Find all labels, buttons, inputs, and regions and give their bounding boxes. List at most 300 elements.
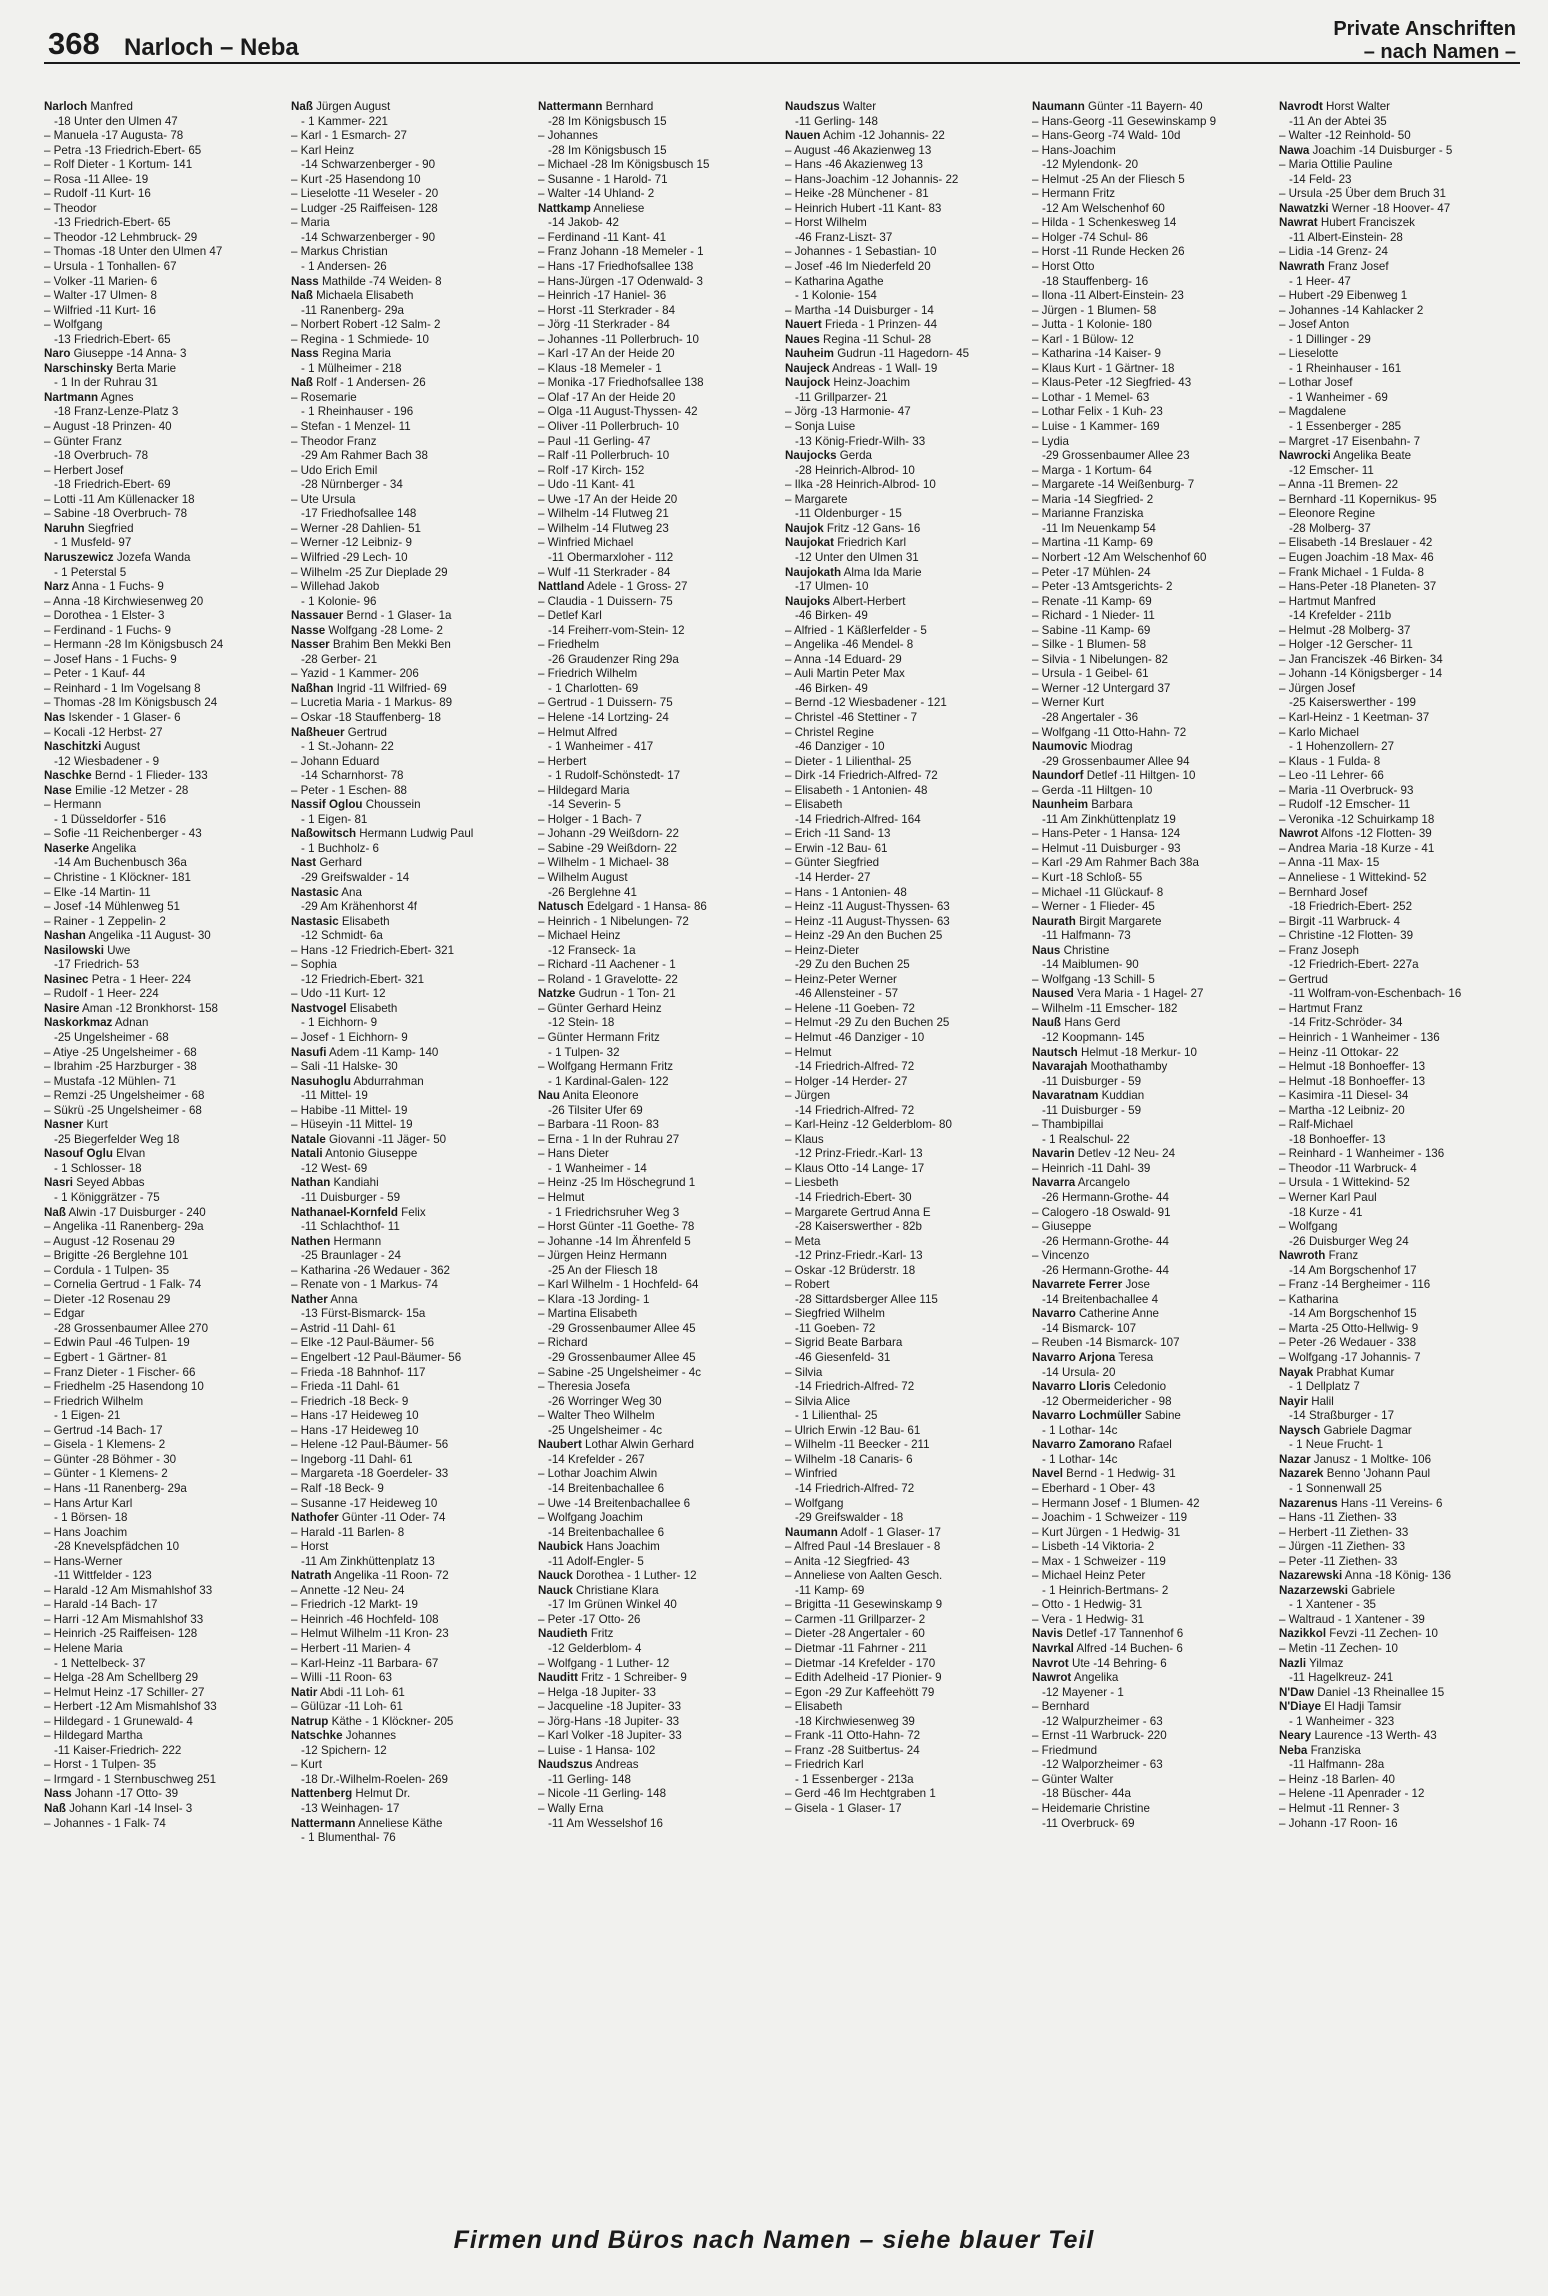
directory-entry [44,1118,285,1147]
entry-line: - 1 Königgrätzer - 75 [54,1191,160,1205]
entry-line: – Wilfried -11 Kurt- 16 [44,303,156,317]
entry-line: -18 Franz-Lenze-Platz 3 [54,405,179,419]
entry-line: – Andrea Maria -18 Kurze - 41 [1279,841,1435,855]
entry-line: -14 Severin- 5 [548,798,621,812]
entry-line: – Klara -13 Jording- 1 [538,1292,650,1306]
entry-line: -18 Dr.-Wilhelm-Roelen- 269 [301,1772,448,1786]
directory-entry [785,595,1026,1526]
entry-line: – Hermann -28 Im Königsbusch 24 [44,638,224,652]
entry-line: – Lothar Felix - 1 Kuh- 23 [1032,405,1163,419]
entry-first-line [291,1147,532,1162]
directory-entry [291,1715,532,1730]
directory-entry [785,536,1026,565]
entry-line: – Luise - 1 Hansa- 102 [538,1743,656,1757]
entry-line: – Karl-Heinz - 1 Keetman- 37 [1279,710,1430,724]
entry-line: – Helmut [785,1045,832,1059]
surname: Nawrot [1032,1671,1072,1685]
entry-text: Moothathamby [1087,1060,1168,1074]
entry-line: -12 Schmidt- 6a [301,929,383,943]
surname: Nayir [1279,1394,1309,1408]
entry-text: Gabriele Dagmar [1320,1423,1412,1437]
entry-line: – Karl -29 Am Rahmer Bach 38a [1032,856,1199,870]
entry-line: – Katharina [1279,1292,1339,1306]
surname: Navarro Lloris [1032,1380,1111,1394]
surname: Nautsch [1032,1045,1078,1059]
surname: Navrot [1032,1656,1069,1670]
directory-entry [44,1802,285,1831]
directory-entry [785,129,1026,318]
entry-line: - 1 Essenberger - 285 [1289,420,1402,434]
entry-line: -12 Walpurzheimer - 63 [1042,1714,1163,1728]
directory-entry [291,1046,532,1075]
entry-line: – Ursula -25 Über dem Bruch 31 [1279,187,1446,201]
entry-first-line [291,275,532,290]
directory-entry [291,1147,532,1176]
entry-line: -18 Friedrich-Ebert- 252 [1289,900,1413,914]
entry-first-line [1032,1278,1273,1293]
entry-line: - 1 St.-Johann- 22 [301,740,394,754]
entry-line: – Horst Wilhelm [785,216,867,230]
entry-line: -11 Overbruck- 69 [1042,1816,1135,1830]
entry-line: – Helmut -11 Duisburger - 93 [1032,841,1181,855]
entry-line: – Sigrid Beate Barbara [785,1336,903,1350]
entry-line: – Detlef Karl [538,609,602,623]
entry-line: – Johannes - 1 Sebastian- 10 [785,245,937,259]
entry-line: – Leo -11 Lehrer- 66 [1279,769,1384,783]
entry-text: Anneliese Käthe [355,1816,443,1830]
entry-text: Ingrid -11 Wilfried- 69 [333,681,447,695]
entry-text: Jozefa Wanda [113,550,191,564]
entry-line: – Franz -14 Bergheimer - 116 [1279,1278,1431,1292]
entry-line: – Lothar Joachim Alwin [538,1467,658,1481]
entry-line: – Horst - 1 Tulpen- 35 [44,1758,157,1772]
entry-line: – Helmut -28 Molberg- 37 [1279,623,1411,637]
entry-line: -14 Ursula- 20 [1042,1365,1116,1379]
entry-line: – Günter Siegfried [785,856,880,870]
entry-line: – Dietmar -14 Krefelder - 170 [785,1656,936,1670]
entry-line: – Heinrich -25 Raiffeisen- 128 [44,1627,198,1641]
entry-first-line [785,100,1026,115]
entry-line: – Silvia [785,1365,823,1379]
entry-line: – Johann Eduard [291,754,380,768]
surname: Nauditt [538,1671,578,1685]
entry-line: – Rolf -17 Kirch- 152 [538,463,645,477]
entry-first-line [291,1729,532,1744]
directory-entry [291,609,532,624]
entry-first-line [44,551,285,566]
entry-line: – Klaus - 1 Fulda- 8 [1279,754,1381,768]
entry-line: – Edwin Paul -46 Tulpen- 19 [44,1336,190,1350]
surname: Nawatzki [1279,201,1329,215]
entry-first-line [44,973,285,988]
surname: Natrup [291,1714,329,1728]
directory-entry [1279,100,1520,144]
surname: N'Diaye [1279,1700,1322,1714]
entry-line: – Heinrich - 1 Wanheimer - 136 [1279,1031,1440,1044]
surname: Naues [785,332,820,346]
entry-line: - 1 Düsseldorfer - 516 [54,812,167,826]
entry-line: – Franz Dieter - 1 Fischer- 66 [44,1365,196,1379]
entry-first-line [1279,1467,1520,1482]
surname: Natir [291,1685,318,1699]
entry-first-line [1279,1686,1520,1701]
entry-line: – Renate -11 Kamp- 69 [1032,594,1152,608]
entry-line: -13 Weinhagen- 17 [301,1801,400,1815]
entry-line: – Helene -14 Lortzing- 24 [538,710,669,724]
entry-first-line [44,1802,285,1817]
entry-line: – Manuela -17 Augusta- 78 [44,129,184,143]
entry-first-line [538,1671,779,1686]
entry-first-line [1032,798,1273,813]
entry-first-line [44,1016,285,1031]
entry-text: Janusz - 1 Moltke- 106 [1310,1452,1432,1466]
entry-line: – Helene Maria [44,1641,123,1655]
entry-line: -14 Herder- 27 [795,870,871,884]
entry-line: – Wolfgang [785,1496,844,1510]
surname: Nathofer [291,1511,339,1525]
surname: Nauert [785,318,822,332]
entry-first-line [785,449,1026,464]
surname: Nasse [291,623,326,637]
entry-line: – Renate von - 1 Markus- 74 [291,1278,438,1292]
surname: Naunheim [1032,798,1089,812]
entry-line: – Herbert [538,754,587,768]
entry-text: Iskender - 1 Glaser- 6 [65,710,181,724]
entry-text: Barbara [1088,798,1133,812]
entry-first-line [291,827,532,842]
entry-text: Catherine Anne [1075,1307,1159,1321]
surname: Nawrath [1279,260,1325,274]
entry-first-line [1032,1351,1273,1366]
entry-line: -14 Friedrich-Alfred- 72 [795,1060,915,1074]
directory-entry [44,973,285,1002]
entry-line: -12 Friedrich-Ebert- 227a [1289,958,1419,972]
entry-line: – Waltraud - 1 Xantener - 39 [1279,1612,1425,1626]
entry-line: – Willi -11 Roon- 63 [291,1671,392,1685]
entry-line: -26 Worringer Weg 30 [548,1394,662,1408]
directory-columns [44,100,1520,2220]
entry-line: -13 Friedrich-Ebert- 65 [54,216,171,230]
entry-line: – Markus Christian [291,245,388,259]
directory-entry [44,944,285,973]
entry-line: – Hans - 1 Antonien- 48 [785,885,907,899]
entry-line: - 1 Eichhorn- 9 [301,1016,378,1030]
entry-first-line [44,1787,285,1802]
entry-line: – Josef Hans - 1 Fuchs- 9 [44,652,177,666]
directory-entry [538,202,779,580]
entry-line: – Günter Gerhard Heinz [538,1001,662,1015]
entry-line: - 1 Lothar- 14c [1042,1423,1118,1437]
entry-line: – Irmgard - 1 Sternbuschweg 251 [44,1772,217,1786]
entry-first-line [1032,100,1273,115]
surname: Navaratnam [1032,1089,1099,1103]
entry-line: - 1 Eigen- 21 [54,1409,121,1423]
entry-line: – Hermann [44,798,102,812]
entry-text: Kuddian [1098,1089,1145,1103]
entry-line: – Elisabeth -14 Breslauer - 42 [1279,536,1433,550]
entry-line: – Wolfgang Joachim [538,1511,643,1525]
entry-line: – Norbert Robert -12 Salm- 2 [291,318,441,332]
entry-text: Joachim -14 Duisburger - 5 [1309,143,1453,157]
entry-first-line [291,1787,532,1802]
name-range: Narloch – Neba [124,34,299,61]
surname: Nattland [538,580,585,594]
entry-line: -28 Sittardsberger Allee 115 [795,1292,938,1306]
entry-line: – Walter Theo Wilhelm [538,1409,655,1423]
directory-entry [1279,1395,1520,1424]
entry-line: – Wilhelm -11 Emscher- 182 [1032,1001,1178,1015]
entry-line: – Karl Heinz [291,143,355,157]
surname: Naujoks [785,594,831,608]
surname: Nauck [538,1583,573,1597]
entry-text: Edelgard - 1 Hansa- 86 [583,900,707,914]
entry-line: – Hans-Joachim -12 Johannis- 22 [785,172,959,186]
surname: Nass [44,1787,72,1801]
entry-first-line [785,1526,1026,1541]
entry-line: – Magdalene [1279,405,1347,419]
entry-line: – Wally Erna [538,1801,604,1815]
entry-line: – Werner -12 Untergard 37 [1032,681,1171,695]
entry-line: - 1 Kammer- 221 [301,114,388,128]
entry-line: – Veronika -12 Schuirkamp 18 [1279,812,1435,826]
section-title-line2: – nach Namen – [1363,41,1516,63]
entry-first-line [44,711,285,726]
entry-first-line [291,1686,532,1701]
entry-text: Alfred -14 Buchen- 6 [1073,1641,1183,1655]
entry-text: Alfons -12 Flotten- 39 [1318,827,1432,841]
entry-line: – Marianne Franziska [1032,507,1144,521]
entry-line: – Gertrud -14 Bach- 17 [44,1423,163,1437]
entry-text: Bernd - 1 Hedwig- 31 [1062,1467,1176,1481]
entry-first-line [1032,944,1273,959]
entry-line: – Astrid -11 Dahl- 61 [291,1321,396,1335]
entry-line: – Frank Michael - 1 Fulda- 8 [1279,565,1424,579]
entry-line: – Werner -28 Dahlien- 51 [291,521,421,535]
entry-text: Christiane Klara [572,1583,659,1597]
directory-entry [1279,449,1520,827]
entry-text: Franz [1325,1249,1359,1263]
surname: Nawa [1279,143,1310,157]
entry-line: – Susanne - 1 Harold- 71 [538,172,668,186]
entry-line: – Rudolf -11 Kurt- 16 [44,187,151,201]
directory-entry [1279,144,1520,202]
surname: Navel [1032,1467,1063,1481]
entry-first-line [291,1569,532,1584]
entry-line: -12 Stein- 18 [548,1016,615,1030]
entry-text: Hermann [330,1234,382,1248]
entry-line: – Lieselotte [1279,347,1339,361]
entry-line: – Franz Joseph [1279,943,1359,957]
surname: Naßheuer [291,725,345,739]
entry-text: Kurt [83,1118,108,1132]
entry-line: – Lisbeth -14 Viktoria- 2 [1032,1540,1155,1554]
entry-line: -26 Hermann-Grothe- 44 [1042,1234,1169,1248]
surname: Navis [1032,1627,1063,1641]
entry-text: Angelika [89,841,137,855]
entry-first-line [1279,1729,1520,1744]
entry-first-line [291,624,532,639]
entry-line: - 1 Rheinhauser - 161 [1289,361,1402,375]
entry-line: - 1 Nettelbeck- 37 [54,1656,146,1670]
entry-line: -29 Grossenbaumer Allee 94 [1042,754,1190,768]
entry-line: – Jürgen Josef [1279,681,1356,695]
entry-line: -25 Kaiserswerther - 199 [1289,696,1416,710]
directory-entry [291,1293,532,1511]
entry-text: Yilmaz [1306,1656,1344,1670]
entry-line: -26 Tilsiter Ufer 69 [548,1103,643,1117]
entry-line: – Reinhard - 1 Im Vogelsang 8 [44,681,201,695]
surname: Nauß [1032,1016,1061,1030]
entry-text: Angelika [1071,1671,1119,1685]
entry-line: -12 Mylendonk- 20 [1042,158,1139,172]
entry-first-line [538,202,779,217]
entry-text: Emilie -12 Metzer - 28 [71,783,189,797]
entry-line: – Sabine -29 Weißdorn- 22 [538,841,677,855]
entry-text: Fritz [587,1627,614,1641]
directory-entry [1032,1060,1273,1089]
entry-line: – Hilda - 1 Schenkesweg 14 [1032,216,1177,230]
entry-line: – Elke -14 Martin- 11 [44,885,151,899]
entry-line: -11 Duisburger - 59 [1042,1103,1142,1117]
directory-entry [291,726,532,799]
entry-line: – Karlo Michael [1279,725,1359,739]
entry-line: -14 Straßburger - 17 [1289,1409,1395,1423]
directory-entry [538,1671,779,1758]
entry-line: – Bernhard [1032,1700,1090,1714]
entry-line: -12 Prinz-Friedr.-Karl- 13 [795,1147,923,1161]
entry-text: Käthe - 1 Klöckner- 205 [328,1714,454,1728]
entry-text: Uwe [103,943,131,957]
surname: Nattermann [538,100,603,113]
entry-text: Gerda [836,449,873,463]
entry-first-line [1279,216,1520,231]
directory-entry [1032,100,1273,740]
entry-line: -17 Im Grünen Winkel 40 [548,1598,677,1612]
directory-entry [44,711,285,740]
surname: Navarro Zamorano [1032,1438,1136,1452]
directory-entry [291,827,532,856]
entry-line: – Angelika -11 Ranenberg- 29a [44,1220,204,1234]
entry-line: – Johann -29 Weißdorn- 22 [538,827,679,841]
entry-first-line [785,129,1026,144]
entry-line: – Vera - 1 Hedwig- 31 [1032,1612,1145,1626]
surname: Naß [44,1205,66,1219]
directory-entry [538,1569,779,1584]
entry-line: – Ute Ursula [291,492,356,506]
entry-line: – Bernd -12 Wiesbadener - 121 [785,696,947,710]
entry-line: – Uwe -17 An der Heide 20 [538,492,678,506]
entry-first-line [1279,1497,1520,1512]
entry-line: -18 Unter den Ulmen 47 [54,114,178,128]
entry-line: – Kasimira -11 Diesel- 34 [1279,1089,1409,1103]
entry-line: – Auli Martin Peter Max [785,667,905,681]
directory-entry [291,347,532,376]
surname: Nasilowski [44,943,104,957]
entry-line: – Friedrich -18 Beck- 9 [291,1394,409,1408]
entry-line: - 1 Essenberger - 213a [795,1772,914,1786]
entry-line: – Ilka -28 Heinrich-Albrod- 10 [785,478,936,492]
directory-entry [1032,1046,1273,1061]
entry-text: Johann -17 Otto- 39 [71,1787,179,1801]
entry-line: – Remzi -25 Ungelsheimer - 68 [44,1089,205,1103]
surname: Naujeck [785,361,830,375]
directory-entry [538,1540,779,1569]
entry-line: – Rosa -11 Allee- 19 [44,172,149,186]
surname: Naruhn [44,521,85,535]
surname: Natale [291,1132,326,1146]
entry-line: – Anna -11 Bremen- 22 [1279,478,1399,492]
entry-line: – Hans -46 Akazienweg 13 [785,158,923,172]
entry-line: – Uwe -14 Breitenbachallee 6 [538,1496,691,1510]
entry-line: – Richard [538,1336,588,1350]
directory-entry [785,333,1026,348]
entry-first-line [1279,260,1520,275]
entry-line: - 1 Kardinal-Galen- 122 [548,1074,669,1088]
entry-line: -11 Goeben- 72 [795,1321,876,1335]
entry-line: – Thomas -18 Unter den Ulmen 47 [44,245,223,259]
entry-line: – Marta -25 Otto-Hellwig- 9 [1279,1321,1419,1335]
entry-line: – Harald -14 Bach- 17 [44,1598,158,1612]
entry-line: – Rudolf - 1 Heer- 224 [44,987,159,1001]
entry-text: Laurence -13 Werth- 43 [1311,1729,1437,1743]
entry-line: – Maria -14 Siegfried- 2 [1032,492,1154,506]
surname: Nattenberg [291,1787,353,1801]
entry-line: -28 Knevelspfädchen 10 [54,1540,180,1554]
entry-line: – Horst -11 Sterkrader - 84 [538,303,676,317]
surname: Natali [291,1147,323,1161]
directory-entry [291,1511,532,1569]
footer-note: Firmen und Büros nach Namen – siehe blauer Teil [453,2226,1095,2254]
entry-line: -25 Biegerfelder Weg 18 [54,1132,180,1146]
entry-line: – Lidia -14 Grenz- 24 [1279,245,1388,259]
entry-line: - 1 Hohenzollern- 27 [1289,740,1395,754]
entry-line: -17 Friedrich- 53 [54,958,140,972]
directory-entry [1032,1627,1273,1642]
directory-entry [291,1569,532,1685]
entry-first-line [1279,1657,1520,1672]
entry-line: – Sofie -11 Reichenberger - 43 [44,827,202,841]
entry-line: - 1 Heinrich-Bertmans- 2 [1042,1583,1169,1597]
entry-line: – Helene -11 Apenrader - 12 [1279,1787,1425,1801]
surname: Nather [291,1292,328,1306]
entry-line: – Heinz -11 August-Thyssen- 63 [785,900,950,914]
entry-text: Anna - 1 Fuchs- 9 [69,580,164,594]
entry-text: Bernhard [602,100,654,113]
entry-line: – Norbert -12 Am Welschenhof 60 [1032,550,1207,564]
directory-entry [785,1526,1026,1817]
directory-entry [1279,1657,1520,1686]
entry-line: – Elisabeth - 1 Antonien- 48 [785,783,928,797]
entry-text: Fevzi -11 Zechen- 10 [1326,1627,1438,1641]
entry-line: – Rainer - 1 Zeppelin- 2 [44,914,166,928]
entry-line: – Martina Elisabeth [538,1307,638,1321]
entry-line: – Silvia - 1 Nibelungen- 82 [1032,652,1168,666]
entry-line: – August -46 Akazienweg 13 [785,143,932,157]
entry-line: – Edith Adelheid -17 Pionier- 9 [785,1671,942,1685]
surname: Navarin [1032,1147,1075,1161]
entry-line: – Martina -11 Kamp- 69 [1032,536,1153,550]
entry-text: Werner -18 Hoover- 47 [1328,201,1451,215]
entry-line: – Ilona -11 Albert-Einstein- 23 [1032,289,1184,303]
entry-line: – Theodor -11 Warbruck- 4 [1279,1161,1417,1175]
entry-text: Choussein [362,798,421,812]
entry-line: -11 Mittel- 19 [301,1089,368,1103]
entry-line: – Horst [291,1540,329,1554]
surname: Nassauer [291,609,344,623]
entry-line: -12 Obermeidericher - 98 [1042,1394,1172,1408]
entry-line: – Wilhelm -11 Beecker - 211 [785,1438,930,1452]
entry-line: – Günter Franz [44,434,122,448]
